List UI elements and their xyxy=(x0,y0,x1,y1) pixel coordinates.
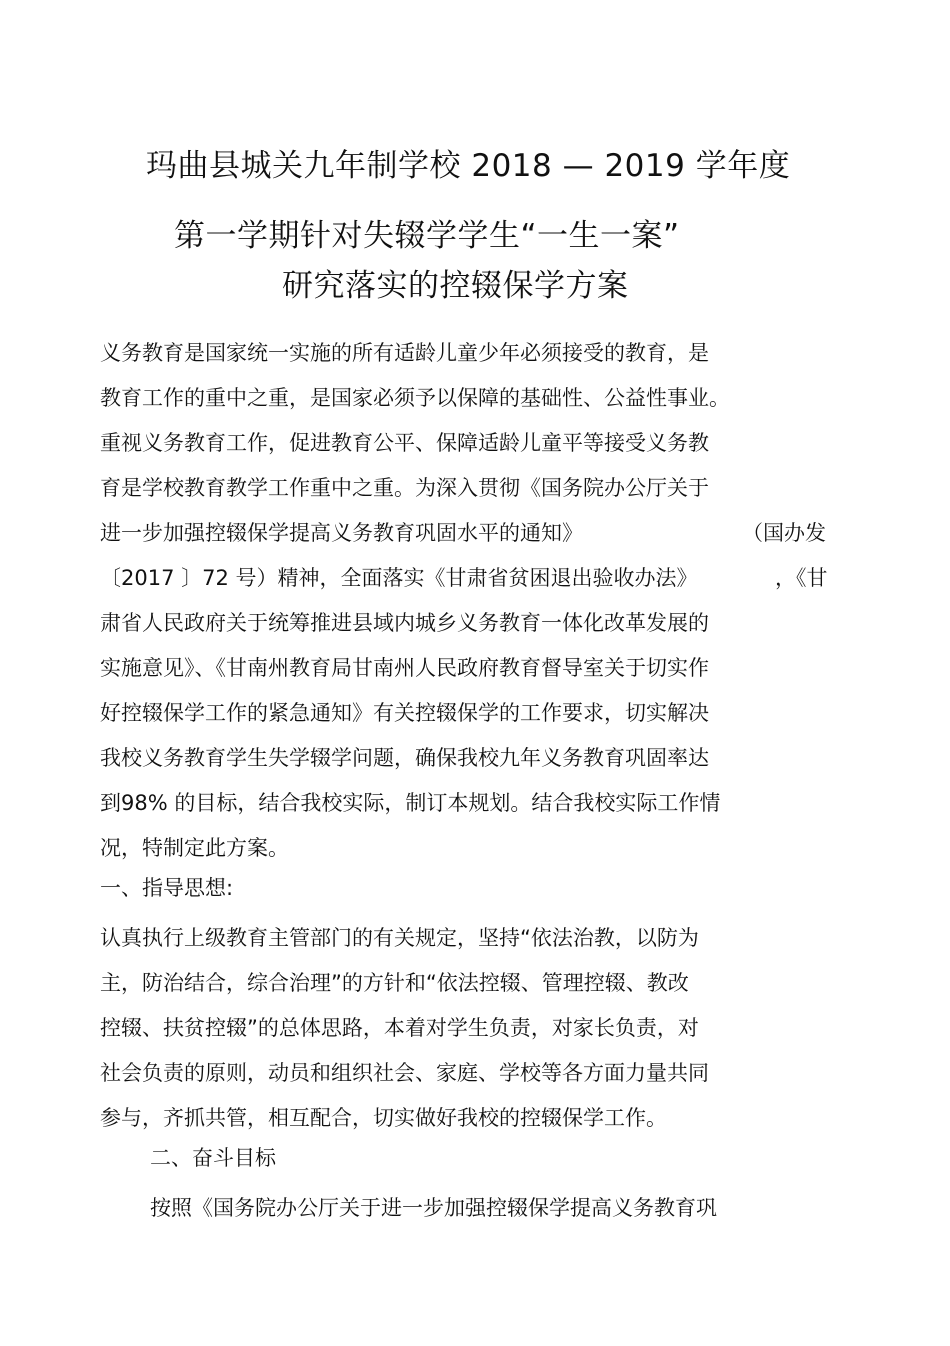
intro-line: 育是学校教育教学工作重中之重。为深入贯彻《国务院办公厅关于 xyxy=(100,476,709,500)
section-2-heading: 二、奋斗目标 xyxy=(150,1146,276,1170)
intro-line-tail: （国办发 xyxy=(742,521,826,545)
intro-line: 教育工作的重中之重，是国家必须予以保障的基础性、公益性事业。 xyxy=(100,386,730,410)
intro-line: 重视义务教育工作，促进教育公平、保障适龄儿童平等接受义务教 xyxy=(100,431,709,455)
section-1-heading: 一、指导思想: xyxy=(100,876,234,900)
section-1-line: 社会负责的原则，动员和组织社会、家庭、学校等各方面力量共同 xyxy=(100,1061,709,1085)
intro-line: 进一步加强控辍保学提高义务教育巩固水平的通知》 xyxy=(100,521,583,545)
intro-line: 我校义务教育学生失学辍学问题，确保我校九年义务教育巩固率达 xyxy=(100,746,709,770)
section-1-line: 主，防治结合，综合治理”的方针和“依法控辍、管理控辍、教改 xyxy=(100,971,689,995)
intro-line: 肃省人民政府关于统筹推进县域内城乡义务教育一体化改革发展的 xyxy=(100,611,709,635)
intro-line: 义务教育是国家统一实施的所有适龄儿童少年必须接受的教育，是 xyxy=(100,341,709,365)
section-1-line: 认真执行上级教育主管部门的有关规定，坚持“依法治教，以防为 xyxy=(100,926,699,950)
document-title-line-2: 第一学期针对失辍学学生“一生一案” xyxy=(174,218,680,254)
intro-line: 到98% 的目标，结合我校实际，制订本规划。结合我校实际工作情 xyxy=(100,791,721,815)
intro-line: 好控辍保学工作的紧急通知》有关控辍保学的工作要求，切实解决 xyxy=(100,701,709,725)
section-2-line: 按照《国务院办公厅关于进一步加强控辍保学提高义务教育巩 xyxy=(150,1196,717,1220)
document-title-line-1: 玛曲县城关九年制学校 2018 — 2019 学年度 xyxy=(146,148,791,184)
intro-line: 况，特制定此方案。 xyxy=(100,836,289,860)
intro-line: 〔2017 〕72 号）精神，全面落实《甘肃省贫困退出验收办法》 xyxy=(100,566,698,590)
document-title-line-3: 研究落实的控辍保学方案 xyxy=(282,268,629,304)
intro-line-tail: ，《甘 xyxy=(775,566,828,590)
intro-line: 实施意见》、《甘南州教育局甘南州人民政府教育督导室关于切实作 xyxy=(100,656,709,680)
section-1-line: 控辍、扶贫控辍”的总体思路，本着对学生负责，对家长负责，对 xyxy=(100,1016,699,1040)
section-1-line: 参与，齐抓共管，相互配合，切实做好我校的控辍保学工作。 xyxy=(100,1106,667,1130)
